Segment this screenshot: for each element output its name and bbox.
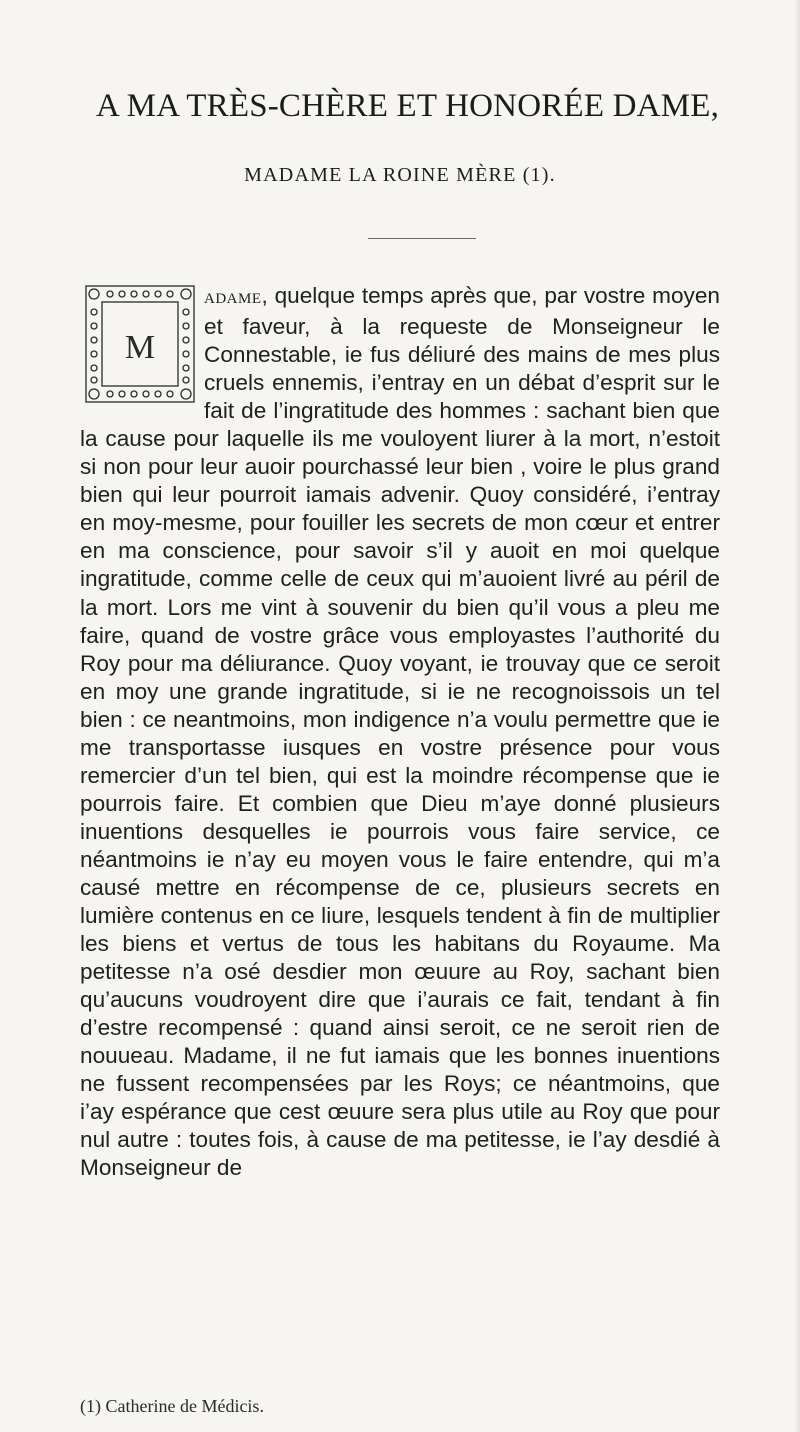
dedication-subtitle: MADAME LA ROINE MÈRE (1). bbox=[244, 164, 556, 186]
opening-word: ADAME bbox=[204, 291, 262, 307]
dedication-body bbox=[80, 282, 720, 1183]
section-divider bbox=[368, 238, 476, 239]
initial-spacer bbox=[80, 282, 204, 420]
body-paragraph: , quelque temps après que, par vostre moyen et faveur, à la requeste de Monseigneur le Connestable, ie fus déliuré des mains de mes plus cruels ennemis, i’entray en un débat d’esprit sur le fait de l’ingratitude des hommes : sachant bien que la cause pour laquelle ils me vouloyent liurer à la mort, n’estoit si non pour leur auoir pourchassé leur bien , voire le plus grand bien qui leur pourroit iamais advenir. Quoy considéré, i’entray en moy-mesme, pour fouiller les secrets de mon cœur et entrer en ma conscience, pour savoir s’il y auoit en moi quelque ingratitude, comme celle de ceux qui m’auoient livré au péril de la mort. Lors me vint à souvenir du bien qu’il vous a pleu me faire, quand de vostre grâce vous employastes l’authorité du Roy pour ma déliurance. Quoy voyant, ie trouvay que ce seroit en moy une grande ingratitude, si ie ne recognoissois un tel bien : ce neantmoins, mon indigence n’a voulu permettre que ie me transportasse iusques en vostre présence pour vous remercier d’un tel bien, qui est la moindre récompense que ie pourrois faire. Et combien que Dieu m’aye donné plusieurs inuentions desquelles ie pourrois vous faire service, ce néantmoins ie n’ay eu moyen vous le faire entendre, qui m’a causé mettre en récompense de ce, plusieurs secrets en lumière contenus en ce liure, lesquels tendent à fin de multiplier les biens et vertus de tous les habitans du Royaume. Ma petitesse n’a osé desdier mon œuure au Roy, sachant bien qu’aucuns voudroyent dire que i’aurais ce fait, tendant à fin d’estre recompensé : quand ainsi seroit, ce ne seroit rien de nouueau. Madame, il ne fut iamais que les bonnes inuentions ne fussent recompensées par les Roys; ce néantmoins, que i’ay espérance que cest œuure sera plus utile au Roy que pour nul autre : toutes fois, à cause de ma petitesse, ie l’ay desdié à Monseigneur de bbox=[80, 283, 720, 1181]
dedication-title: A MA TRÈS-CHÈRE ET HONORÉE DAME, bbox=[96, 88, 720, 124]
initial-letter: M bbox=[124, 329, 156, 366]
page-edge-shadow bbox=[794, 0, 800, 1432]
footnote: (1) Catherine de Médicis. bbox=[80, 1396, 264, 1416]
